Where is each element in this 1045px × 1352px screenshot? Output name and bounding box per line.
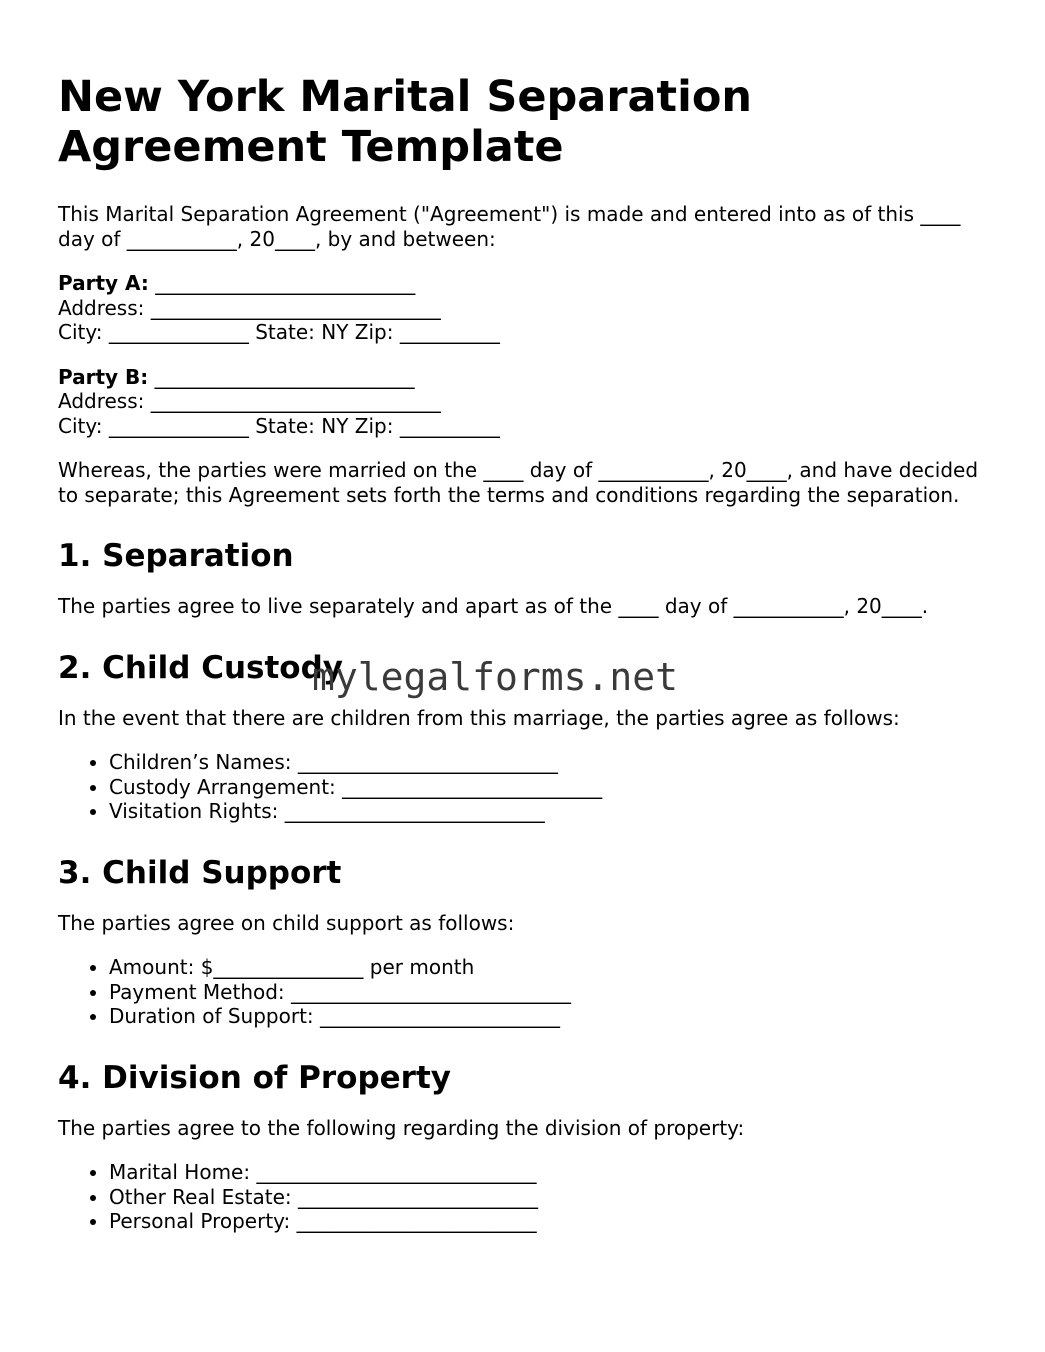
intro-paragraph: This Marital Separation Agreement ("Agreement") is made and entered into as of this ____ day of ___________, 20____, by and between: <box>58 202 961 251</box>
section-heading-division-of-property: 4. Division of Property <box>58 1059 451 1096</box>
party-a-block <box>58 271 988 345</box>
section-text-child-custody: In the event that there are children from this marriage, the parties agree as follows: <box>58 705 900 730</box>
list-item: • Amount: $_______________ per month <box>109 955 988 980</box>
party-a-city: City: ______________ State: NY Zip: __________ <box>58 320 500 344</box>
list-item: • Other Real Estate: ________________________ <box>109 1185 988 1210</box>
section-text-child-support: The parties agree on child support as follows: <box>58 910 515 935</box>
party-a-name-line <box>58 271 988 296</box>
party-b-label: Party B: <box>58 364 149 389</box>
child-custody-list <box>58 750 988 824</box>
party-b-block <box>58 365 988 439</box>
child-support-list <box>58 955 988 1029</box>
section-heading-child-support: 3. Child Support <box>58 854 342 891</box>
division-of-property-list <box>58 1160 988 1234</box>
section-text-division-of-property: The parties agree to the following regarding the division of property: <box>58 1115 745 1140</box>
section-text-separation: The parties agree to live separately and apart as of the ____ day of ___________, 20____. <box>58 594 929 618</box>
party-b-address: Address: _____________________________ <box>58 389 441 413</box>
list-item: • Marital Home: ____________________________ <box>109 1160 988 1185</box>
list-item: • Visitation Rights: __________________________ <box>109 799 988 824</box>
list-item: • Children’s Names: __________________________ <box>109 750 988 775</box>
document-page <box>58 72 988 1234</box>
party-a-name-blank: __________________________ <box>148 271 416 295</box>
watermark-text: mylegalforms.net <box>312 655 679 699</box>
list-item: • Custody Arrangement: __________________________ <box>109 775 988 800</box>
section-heading-separation: 1. Separation <box>58 538 294 574</box>
party-b-name-line <box>58 365 988 390</box>
party-a-label: Party A: <box>58 271 149 295</box>
list-item: • Payment Method: ____________________________ <box>109 980 988 1005</box>
party-b-name-blank: __________________________ <box>148 364 415 389</box>
party-a-address: Address: _____________________________ <box>58 295 441 320</box>
list-item: • Duration of Support: ________________________ <box>109 1004 988 1029</box>
whereas-paragraph: Whereas, the parties were married on the ____ day of ___________, 20____, and have decided to separate; this Agreement sets forth the terms and conditions regarding the separation. <box>58 458 979 507</box>
party-b-city: City: ______________ State: NY Zip: __________ <box>58 413 500 438</box>
list-item: • Personal Property: ________________________ <box>109 1209 988 1234</box>
document-title: New York Marital Separation Agreement Template <box>58 72 752 172</box>
section-heading-child-custody: 2. Child Custody <box>58 649 343 686</box>
